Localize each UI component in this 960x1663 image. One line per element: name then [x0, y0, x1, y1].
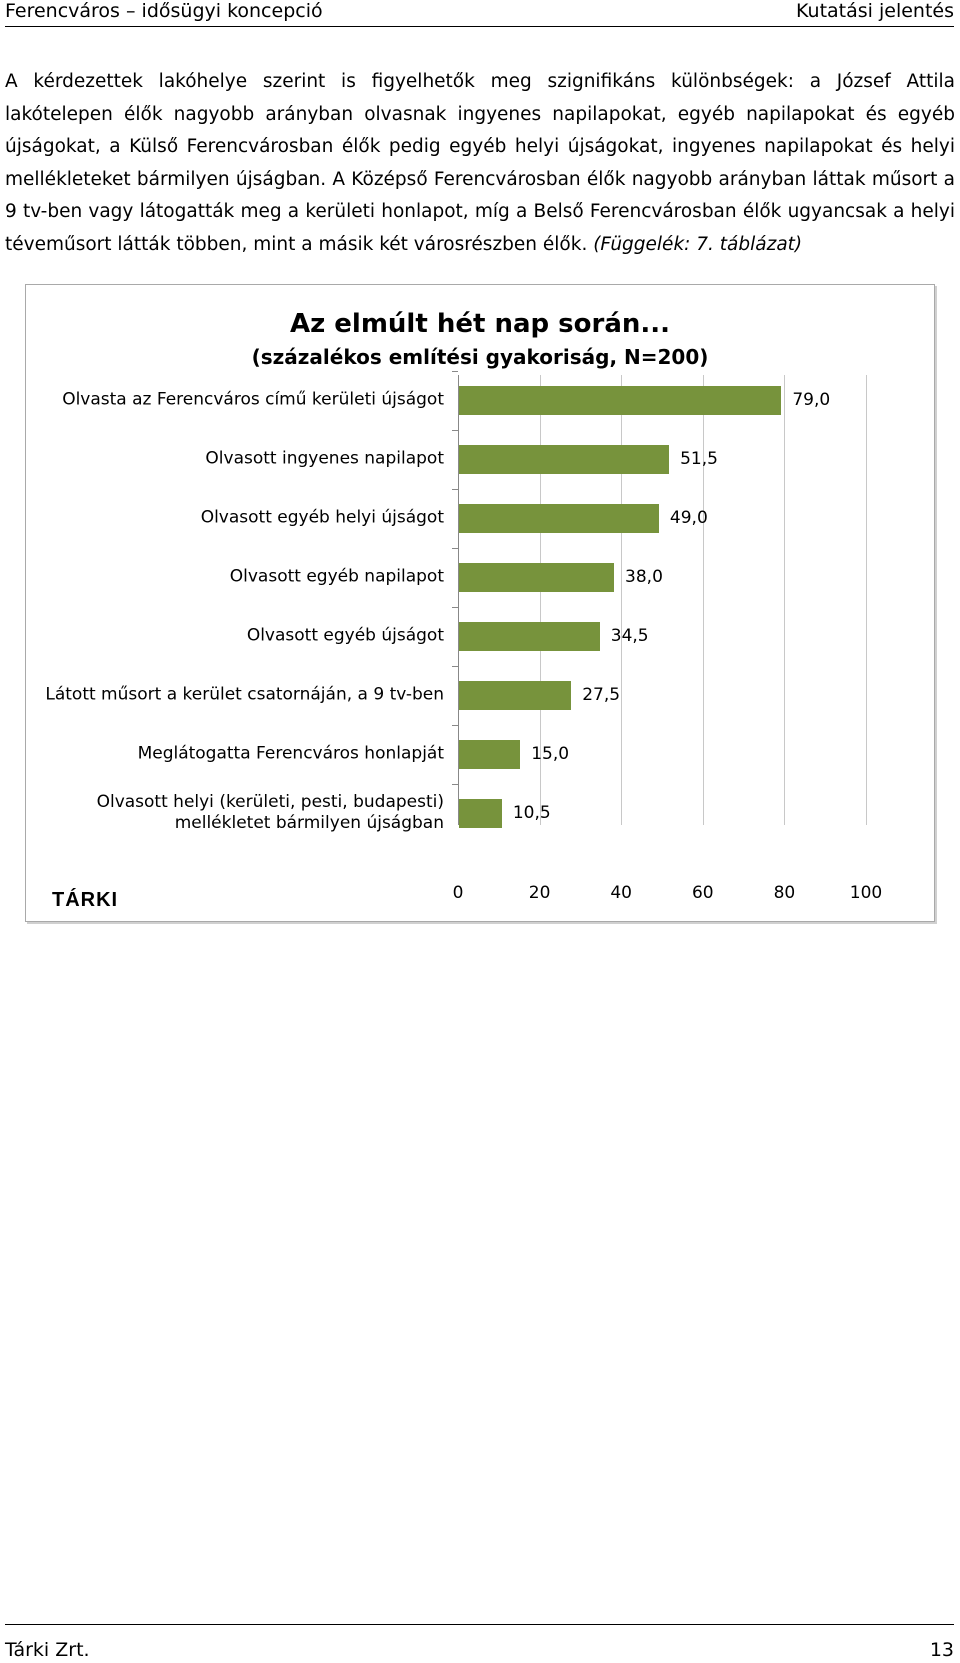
category-label: Olvasott helyi (kerületi, pesti, budapesti) mellékletet bármilyen újságban — [96, 792, 444, 833]
data-label: 79,0 — [792, 390, 831, 410]
category-tick — [452, 548, 458, 549]
bar — [459, 622, 600, 651]
category-tick — [452, 489, 458, 490]
x-tick-label: 0 — [452, 883, 464, 903]
bar — [459, 563, 614, 592]
category-label: Olvasott egyéb újságot — [246, 625, 444, 646]
page-number: 13 — [929, 1639, 954, 1661]
data-label: 27,5 — [582, 685, 621, 705]
gridline — [621, 375, 622, 825]
bar — [459, 681, 571, 710]
data-label: 34,5 — [610, 626, 649, 646]
category-tick — [452, 725, 458, 726]
tarki-logo: TÁRKI — [52, 889, 119, 911]
page-footer — [5, 1624, 954, 1663]
body-paragraph — [5, 66, 955, 261]
category-tick — [452, 371, 458, 372]
x-tick-label: 60 — [691, 883, 714, 903]
bar — [459, 504, 659, 533]
x-tick-label: 40 — [610, 883, 633, 903]
category-label: Olvasott egyéb napilapot — [229, 566, 444, 587]
footer-company: Tárki Zrt. — [5, 1639, 90, 1661]
x-tick-label: 100 — [849, 883, 883, 903]
gridline — [703, 375, 704, 825]
paragraph-text: A kérdezettek lakóhelye szerint is figyelhetők meg szignifikáns különbségek: a József Attila lakótelepen élők nagyobb arányban olvasnak ingyenes napilapokat, egyéb napilapokat és egyéb újságokat, a Külső Ferencvárosban élők pedig egyéb helyi újságokat, ingyenes napilapokat és helyi mellékleteket bármilyen újságban. A Középső Ferencvárosban élők nagyobb arányban láttak műsort a 9 tv-ben vagy látogatták meg a kerületi honlapot, míg a Belső Ferencvárosban élők ugyancsak a helyi téveműsort látták többen, mint a másik két városrészben élők. — [5, 71, 955, 255]
header-section-title: Kutatási jelentés — [796, 0, 954, 22]
category-tick — [452, 430, 458, 431]
category-label: Látott műsort a kerület csatornáján, a 9 tv-ben — [45, 684, 444, 705]
bar — [459, 386, 781, 415]
bar-chart — [25, 284, 935, 922]
data-label: 51,5 — [680, 449, 718, 469]
gridline — [784, 375, 785, 825]
data-label: 38,0 — [625, 567, 663, 587]
gridline — [866, 375, 867, 825]
category-tick — [452, 784, 458, 785]
paragraph-reference: (Függelék: 7. táblázat) — [593, 233, 803, 255]
category-label: Meglátogatta Ferencváros honlapját — [137, 743, 444, 764]
chart-title: Az elmúlt hét nap során... — [289, 309, 671, 339]
x-tick-label: 80 — [773, 883, 796, 903]
data-label: 15,0 — [531, 744, 570, 764]
category-label: Olvasta az Ferencváros című kerületi újságot — [62, 389, 444, 410]
category-tick — [452, 607, 458, 608]
chart-subtitle: (százalékos említési gyakoriság, N=200) — [251, 345, 709, 369]
category-label: Olvasott egyéb helyi újságot — [200, 507, 444, 528]
bar — [459, 740, 520, 769]
data-label: 49,0 — [669, 508, 708, 528]
header-document-title: Ferencváros – idősügyi koncepció — [5, 0, 323, 22]
x-tick-label: 20 — [528, 883, 551, 903]
category-tick — [452, 666, 458, 667]
bar — [459, 799, 502, 828]
data-label: 10,5 — [512, 803, 551, 823]
page-header — [5, 0, 954, 27]
category-label: Olvasott ingyenes napilapot — [205, 448, 444, 469]
bar — [459, 445, 669, 474]
